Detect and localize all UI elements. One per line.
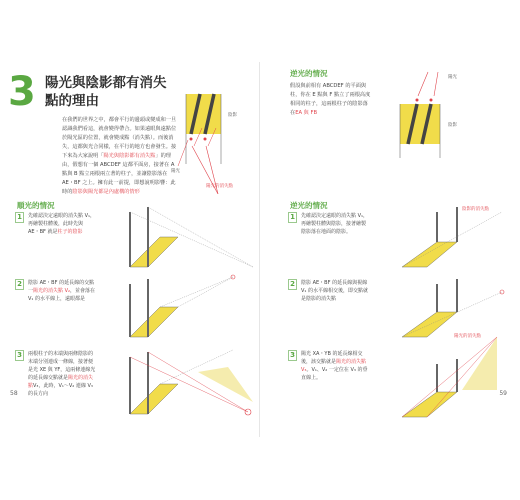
step-3 [15,350,96,398]
step-number: 2 [288,279,297,290]
chapter-number: 3 [8,69,36,115]
step-2-figure [118,272,258,342]
intro-figure [380,68,490,168]
step-text: 先確認決定遠眼的消失點 V₁，再繪製柱體後，此時先與 AE・BF 就是柱子的陰影 [28,213,96,235]
step-number: 2 [15,279,24,290]
book-spine [259,62,260,437]
right-page [262,62,517,437]
sun-label: 陽光 [448,75,457,80]
vanish-label: 陰影的消失點 [462,207,489,212]
shadow-label: 陰影 [228,113,237,118]
vanish-label: 陽光的消失點 [206,184,233,189]
step-3-figure [382,332,512,422]
step-1 [288,212,369,236]
step-3 [288,350,369,382]
sun-label: 陽光 [171,169,180,174]
step-2 [15,279,96,303]
intro-figure [168,84,256,194]
step-text: 兩根柱子的末端與兩條陰影的末端分別連成一條線，接著便是光 XE 與 YF，這兩條連線光的延長線交點就是陽光的消失點V₃，此時，V₁～V₂ 連線 V₃ 的長方向 [28,351,96,397]
step-text: 先確認決定遠眼的消失點 V₁，再繪製柱體與陰影，接著繪製陰影落在地面的陰影。 [301,213,369,235]
step-1-figure [118,202,258,272]
step-1 [15,212,96,236]
page-number: 59 [499,390,507,397]
step-text: 陽光 XA・YB 的延長線相交後，該交點就是陽光的消失點 V₃。V₁、V₂ 一定位在 V₃ 的垂直線上。 [301,351,368,381]
step-number: 3 [288,350,297,361]
step-number: 1 [15,212,24,223]
step-text: 陰影 AE・BF 的延長線與視線 V₁ 的水平線相交後，即交點就是陰影的消失點 [301,280,369,302]
section-heading-top: 逆光的情況 [290,69,328,78]
step-number: 3 [15,350,24,361]
left-page [0,62,255,437]
step-1-figure [382,202,512,272]
step-2 [288,279,369,303]
intro-paragraph: 在我們的世界之中，都會平行的邊頭或變成和一旦認識我們看這，就會變得帶合。如果遠眼與遠點位於陽光區的位置，就會變成點（消失點）。而後消失，這都與光合同樣，在平行的地方也會發生。接下來為大家說明「陽光與陰影都有消失點」的理由，假想有一個 ABCDEF 這都平面房，接著在 A 點與 B 點立兩根兩立著的柱子，並讓陰影落在 AE・BF 之上。擁有此一前提，即想說明影響：此時的陰影與陽光都是內處構的情形 [62,117,177,195]
section-heading: 順光的情況 [17,201,55,210]
shadow-label: 陰影 [448,123,457,128]
step-3-figure [118,342,258,422]
page-number: 58 [10,390,18,397]
intro-paragraph: 假設與前相有 ABCDEF 的平面與柱，你在 E 點與 F 點立了兩根高度相同的柱子，這兩根柱子的陰影落在EA 與 FB [290,83,371,116]
chapter-title: 陽光與陰影都有消失點的理由 [45,75,167,109]
step-text: 陰影 AE・BF 的延長線的交點一陽光的消失點 V₂，並會落在 V₁ 的水平線上，遠眼都是 [28,280,96,302]
step-number: 1 [288,212,297,223]
section-heading: 逆光的情況 [290,201,328,210]
vanish-label-2: 陽光的消失點 [454,334,481,339]
